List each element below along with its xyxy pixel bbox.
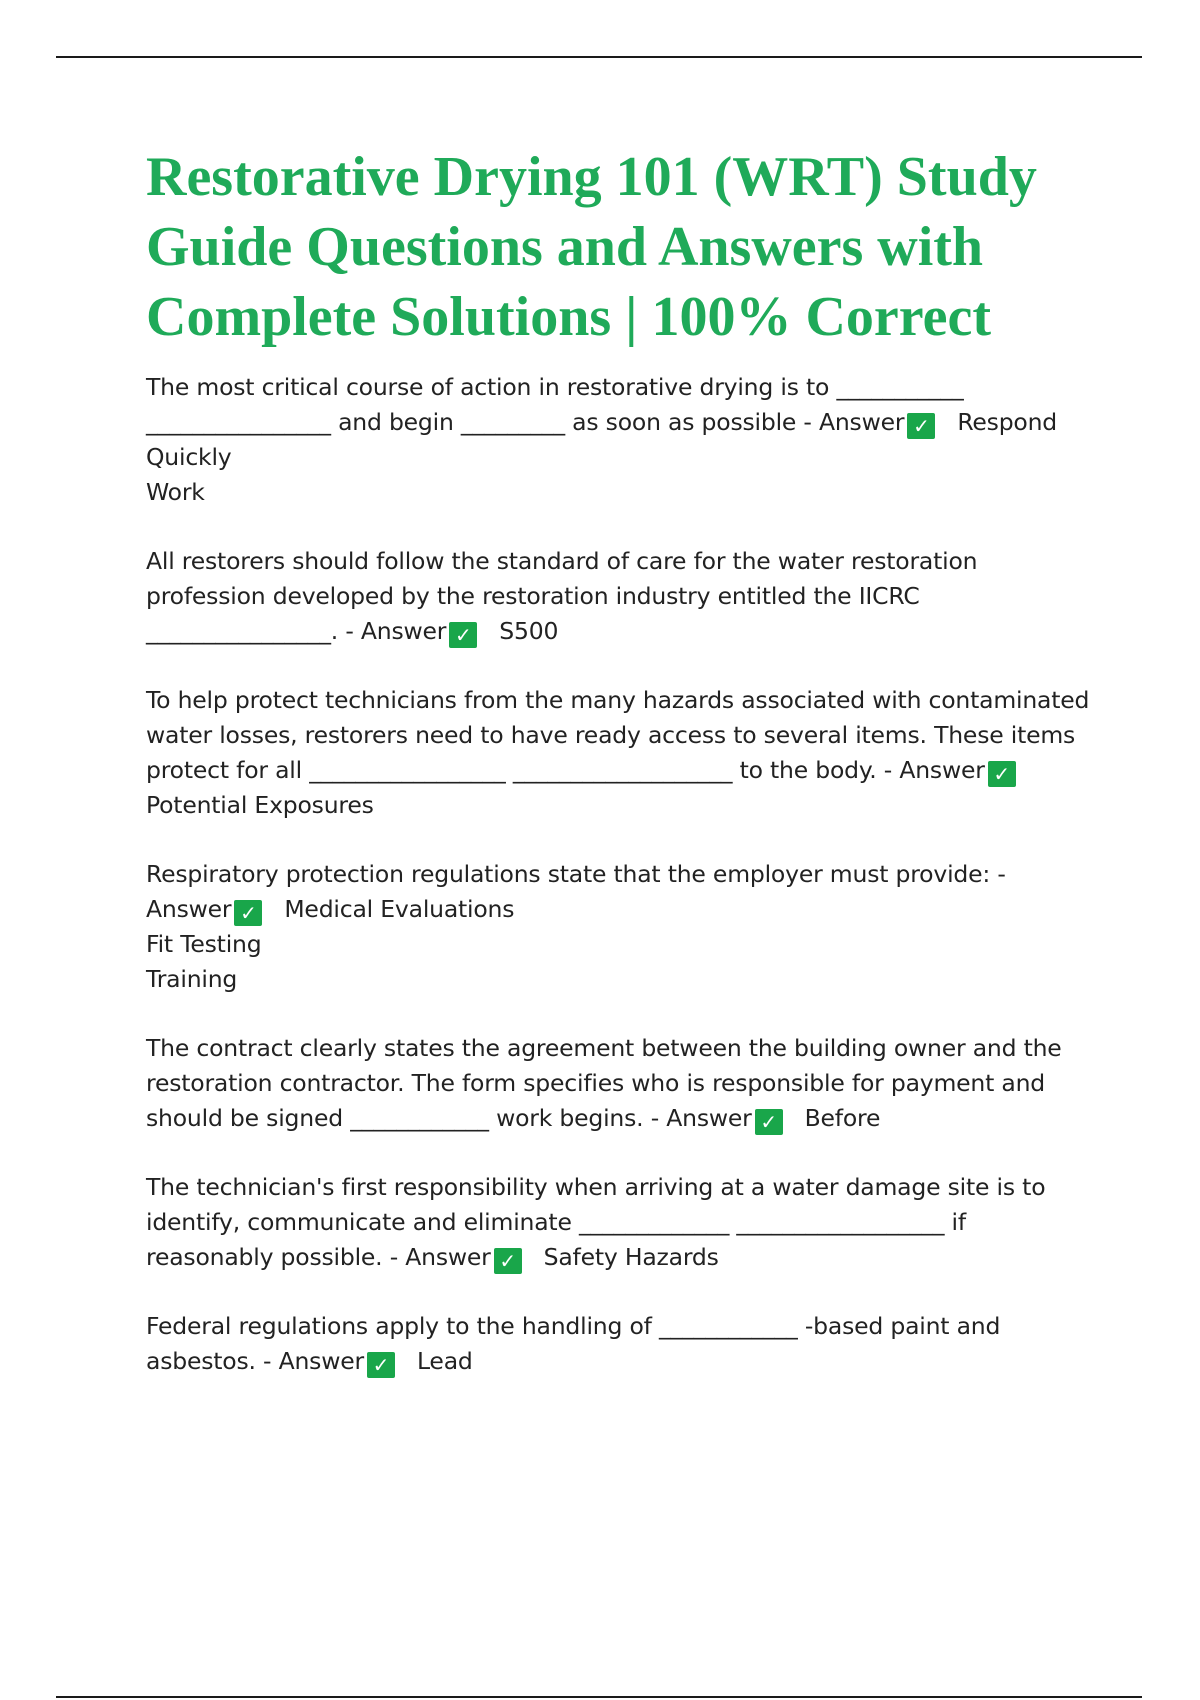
answer-line: S500 — [499, 617, 559, 645]
check-box-icon: ✓ — [367, 1352, 395, 1378]
check-box-icon: ✓ — [988, 761, 1016, 787]
bottom-rule — [56, 1696, 1142, 1698]
check-box-icon: ✓ — [234, 900, 262, 926]
qa-item — [146, 1170, 1096, 1275]
answer-line: Safety Hazards — [543, 1243, 719, 1271]
question-text: Respiratory protection regulations state that the employer must provide: - — [146, 860, 1006, 888]
answer-label: Answer — [146, 895, 232, 923]
qa-item — [146, 370, 1096, 510]
answer-line: Respond — [957, 408, 1058, 436]
answer-label: Answer — [899, 756, 985, 784]
qa-item — [146, 1031, 1096, 1136]
check-box-icon: ✓ — [494, 1248, 522, 1274]
answer-label: Answer — [360, 617, 447, 645]
answer-label: Answer — [278, 1347, 364, 1375]
check-box-icon: ✓ — [755, 1109, 783, 1135]
answer-line: Quickly — [146, 443, 232, 471]
document-title: Restorative Drying 101 (WRT) Study Guide Questions and Answers with Complete Solutions | 100% Correct — [146, 146, 1037, 348]
answer-line: Medical Evaluations — [284, 895, 515, 923]
answer-line: Before — [804, 1104, 881, 1132]
top-rule — [56, 56, 1142, 58]
question-text: All restorers should follow the standard of care for the water restoration profession developed by the restoration industry entitled the IICRC ________________. - — [146, 547, 978, 645]
answer-label: Answer — [818, 408, 905, 436]
answer-line: Work — [146, 478, 205, 506]
answer-label: Answer — [666, 1104, 752, 1132]
answer-line: Fit Testing — [146, 930, 262, 958]
answer-line: Training — [146, 965, 238, 993]
qa-item — [146, 857, 1096, 997]
check-box-icon: ✓ — [449, 622, 477, 648]
qa-item — [146, 1309, 1096, 1379]
qa-item — [146, 683, 1096, 823]
question-text: The contract clearly states the agreement between the building owner and the restoration contractor. The form specifies who is responsible for payment and should be signed ____________ work begins. - — [146, 1034, 1062, 1132]
answer-line: Lead — [416, 1347, 473, 1375]
question-text: Federal regulations apply to the handling of ____________ -based paint and asbestos. - — [146, 1312, 1001, 1375]
question-text: The technician's first responsibility when arriving at a water damage site is to identify, communicate and eliminate _____________ __________________ if reasonably possible. - — [146, 1173, 1046, 1271]
document-body — [146, 142, 1096, 1413]
check-box-icon: ✓ — [907, 413, 935, 439]
answer-label: Answer — [405, 1243, 491, 1271]
qa-item — [146, 544, 1096, 649]
question-text: To help protect technicians from the many hazards associated with contaminated water losses, restorers need to have ready access to several items. These items protect for all _________________ ___________________ to the body. - — [146, 686, 1090, 784]
question-text: The most critical course of action in restorative drying is to ___________ ________________ and begin _________ as soon as possible - — [146, 373, 964, 436]
answer-line: Potential Exposures — [146, 791, 374, 819]
